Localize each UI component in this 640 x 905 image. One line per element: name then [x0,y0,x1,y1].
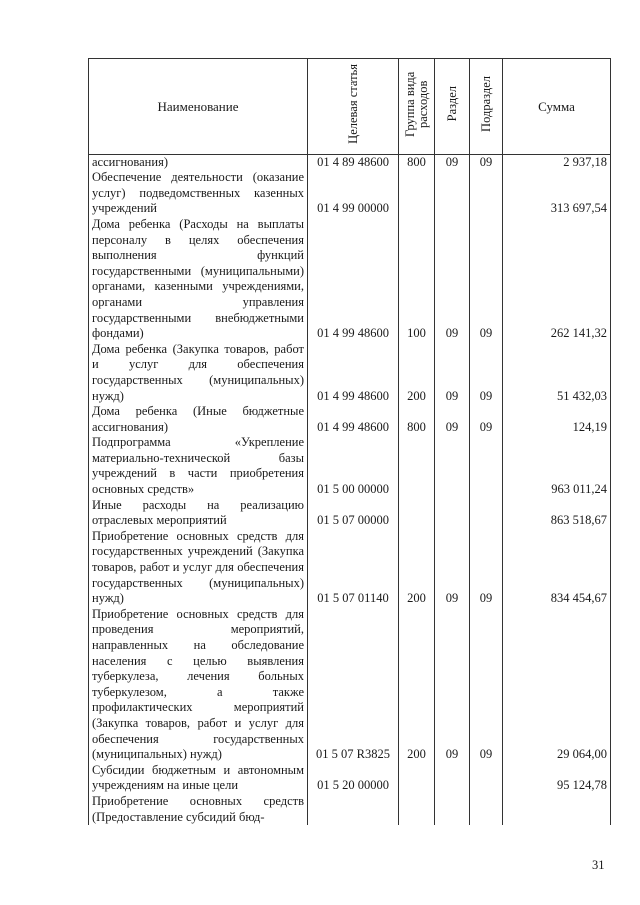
table-row [89,404,611,435]
row-section: 09 [435,404,470,435]
row-expense-group [399,763,435,794]
row-section: 09 [435,154,470,170]
row-name: Приобретение основных средств для государственных учреждений (Закупка товаров, работ и услуг для обеспечения государственных (муниципальных) нужд) [89,529,308,607]
row-section [435,170,470,217]
table-row [89,154,611,170]
row-expense-group [399,498,435,529]
row-expense-group [399,435,435,497]
row-section: 09 [435,607,470,763]
row-name: Иные расходы на реализацию отраслевых мероприятий [89,498,308,529]
row-expense-group: 800 [399,404,435,435]
table-row [89,607,611,763]
row-amount: 863 518,67 [503,498,611,529]
row-target-article: 01 5 20 00000 [308,763,399,794]
row-expense-group: 200 [399,342,435,404]
row-expense-group: 200 [399,607,435,763]
row-target-article: 01 4 99 48600 [308,404,399,435]
row-amount: 51 432,03 [503,342,611,404]
row-section [435,498,470,529]
row-amount: 29 064,00 [503,607,611,763]
row-name: Дома ребенка (Закупка товаров, работ и услуг для обеспечения государственных (муниципальных) нужд) [89,342,308,404]
table-row [89,763,611,794]
row-target-article: 01 4 99 00000 [308,170,399,217]
row-section: 09 [435,342,470,404]
row-subsection: 09 [470,154,503,170]
column-header-name: Наименование [89,59,308,155]
row-amount: 834 454,67 [503,529,611,607]
row-amount: 2 937,18 [503,154,611,170]
row-section: 09 [435,217,470,342]
row-subsection: 09 [470,529,503,607]
column-header-target-article [308,59,399,155]
row-name: ассигнования) [89,154,308,170]
row-target-article: 01 4 99 48600 [308,342,399,404]
row-name: Субсидии бюджетным и автономным учреждениям на иные цели [89,763,308,794]
row-amount: 313 697,54 [503,170,611,217]
row-target-article: 01 5 00 00000 [308,435,399,497]
page-number: 31 [592,858,605,872]
row-section [435,763,470,794]
row-expense-group: 100 [399,217,435,342]
row-subsection: 09 [470,342,503,404]
column-header-expense-group-label: Группа вида расходов [402,71,430,137]
row-subsection [470,763,503,794]
row-target-article: 01 4 99 48600 [308,217,399,342]
column-header-amount: Сумма [503,59,611,155]
column-header-subsection [470,59,503,155]
budget-table [88,58,611,825]
row-amount: 124,19 [503,404,611,435]
table-row [89,170,611,217]
table-row [89,435,611,497]
column-header-subsection-label: Подраздел [478,76,493,132]
row-subsection [470,498,503,529]
column-header-expense-group [399,59,435,155]
row-section [435,794,470,825]
row-target-article [308,794,399,825]
table-row [89,217,611,342]
row-amount: 963 011,24 [503,435,611,497]
row-target-article: 01 5 07 R3825 [308,607,399,763]
column-header-section [435,59,470,155]
row-name: Приобретение основных средств (Предоставление субсидий бюд- [89,794,308,825]
row-expense-group [399,794,435,825]
row-name: Подпрограмма «Укрепление материально-технической базы учреждений в части приобретения основных средств» [89,435,308,497]
row-target-article: 01 5 07 00000 [308,498,399,529]
row-name: Дома ребенка (Расходы на выплаты персоналу в целях обеспечения выполнения функций государственными (муниципальными) органами, казенными учреждениями, органами управления государственными внебюджетными фондами) [89,217,308,342]
table-row [89,342,611,404]
row-section: 09 [435,529,470,607]
row-section [435,435,470,497]
row-subsection [470,794,503,825]
row-expense-group: 200 [399,529,435,607]
row-subsection [470,435,503,497]
row-subsection: 09 [470,404,503,435]
row-target-article: 01 5 07 01140 [308,529,399,607]
table-row [89,529,611,607]
table-row [89,794,611,825]
row-amount [503,794,611,825]
row-subsection: 09 [470,607,503,763]
row-amount: 262 141,32 [503,217,611,342]
table-header-row [89,59,611,155]
column-header-section-label: Раздел [444,86,459,122]
row-name: Обеспечение деятельности (оказание услуг) подведомственных казенных учреждений [89,170,308,217]
row-subsection [470,170,503,217]
row-amount: 95 124,78 [503,763,611,794]
row-expense-group: 800 [399,154,435,170]
row-subsection: 09 [470,217,503,342]
row-target-article: 01 4 89 48600 [308,154,399,170]
row-name: Дома ребенка (Иные бюджетные ассигнования) [89,404,308,435]
row-name: Приобретение основных средств для проведения мероприятий, направленных на обследование населения с целью выявления туберкулеза, лечения больных туберкулезом, а также профилактических мероприятий (Закупка товаров, работ и услуг для обеспечения государственных (муниципальных) нужд) [89,607,308,763]
row-expense-group [399,170,435,217]
table-row [89,498,611,529]
column-header-target-article-label: Целевая статья [345,64,360,144]
